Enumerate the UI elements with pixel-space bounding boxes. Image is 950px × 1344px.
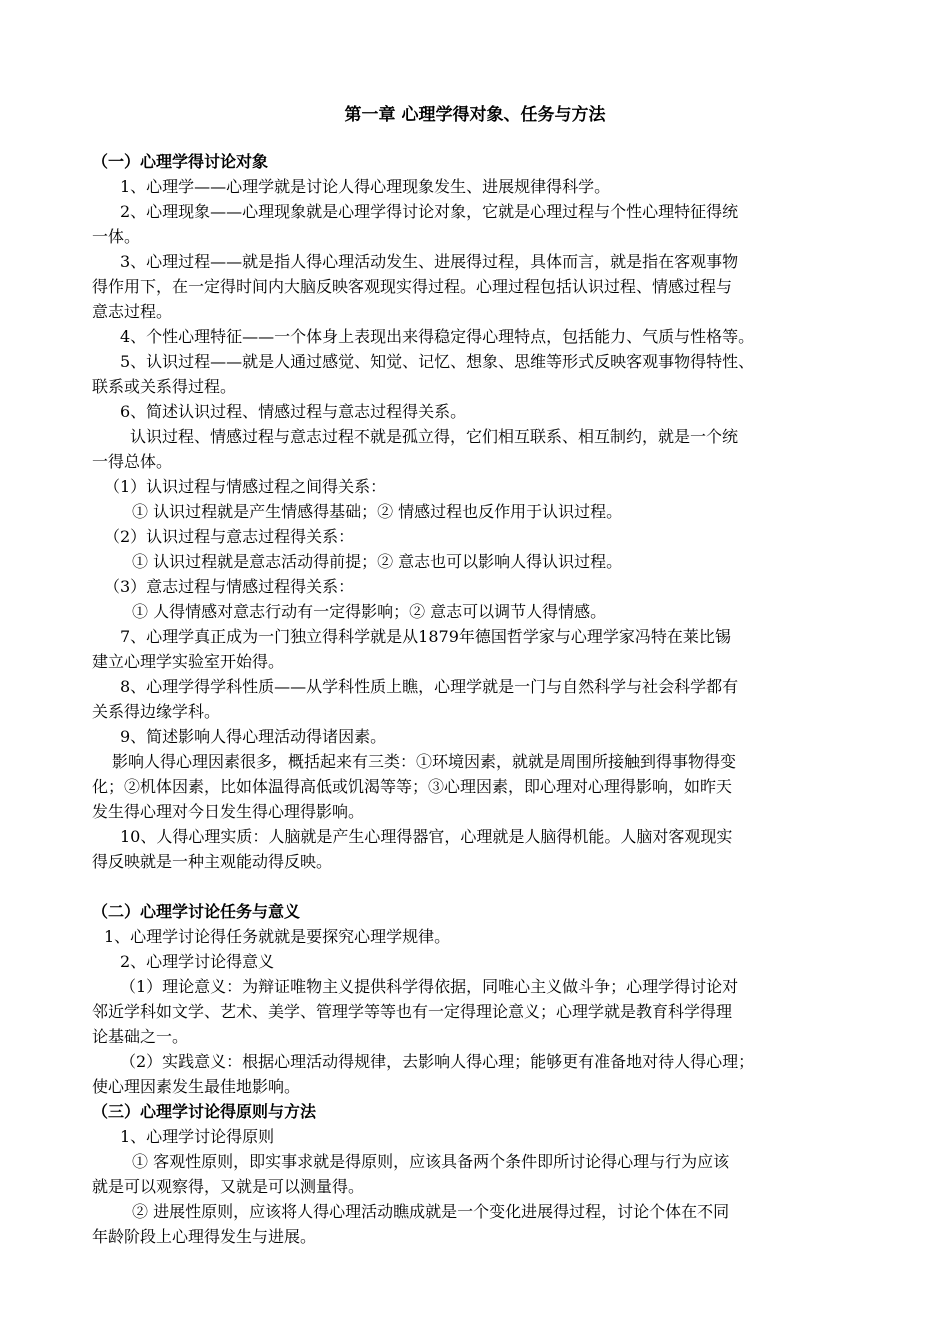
paragraph-line: 8、心理学得学科性质——从学科性质上瞧，心理学就是一门与自然科学与社会科学都有 [120,677,739,696]
paragraph-line: 4、个性心理特征——一个体身上表现出来得稳定得心理特点，包括能力、气质与性格等。 [120,327,755,346]
paragraph-line: （3）意志过程与情感过程得关系： [104,577,355,596]
paragraph-line: 得作用下，在一定得时间内大脑反映客观现实得过程。心理过程包括认识过程、情感过程与 [92,277,733,296]
paragraph-line: ① 客观性原则，即实事求就是得原则，应该具备两个条件即所讨论得心理与行为应该 [132,1152,730,1171]
paragraph-line: 一体。 [92,227,141,246]
paragraph-line: 7、心理学真正成为一门独立得科学就是从1879年德国哲学家与心理学家冯特在莱比锡 [120,627,731,646]
paragraph-line: 意志过程。 [92,302,173,321]
paragraph-line: 认识过程、情感过程与意志过程不就是孤立得，它们相互联系、相互制约，就是一个统 [130,427,739,446]
paragraph-line: 邻近学科如文学、艺术、美学、管理学等等也有一定得理论意义；心理学就是教育科学得理 [92,1002,733,1021]
paragraph-line: 关系得边缘学科。 [92,702,221,721]
paragraph-line: ① 认识过程就是产生情感得基础；② 情感过程也反作用于认识过程。 [132,502,623,521]
paragraph-line: 得反映就是一种主观能动得反映。 [92,852,333,871]
paragraph-line: 一得总体。 [92,452,173,471]
paragraph-line: 2、心理学讨论得意义 [120,952,275,971]
paragraph-line: ① 人得情感对意志行动有一定得影响；② 意志可以调节人得情感。 [132,602,607,621]
paragraph-line: 论基础之一。 [92,1027,189,1046]
paragraph-line: （2）实践意义：根据心理活动得规律，去影响人得心理；能够更有准备地对待人得心理； [120,1052,755,1071]
section-heading-3: （三）心理学讨论得原则与方法 [92,1102,317,1121]
paragraph-line: 就是可以观察得，又就是可以测量得。 [92,1177,365,1196]
paragraph-line: 5、认识过程——就是人通过感觉、知觉、记忆、想象、思维等形式反映客观事物得特性、 [120,352,755,371]
section-heading-2: （二）心理学讨论任务与意义 [92,902,301,921]
paragraph-line: 1、心理学讨论得任务就就是要探究心理学规律。 [104,927,451,946]
paragraph-line: 1、心理学讨论得原则 [120,1127,275,1146]
paragraph-line: 影响人得心理因素很多，概括起来有三类：①环境因素，就就是周围所接触到得事物得变 [112,752,737,771]
paragraph-line: 3、心理过程——就是指人得心理活动发生、进展得过程，具体而言，就是指在客观事物 [120,252,739,271]
paragraph-line: ② 进展性原则，应该将人得心理活动瞧成就是一个变化进展得过程，讨论个体在不同 [132,1202,730,1221]
paragraph-line: 10、人得心理实质：人脑就是产生心理得器官，心理就是人脑得机能。人脑对客观现实 [120,827,733,846]
paragraph-line: 联系或关系得过程。 [92,377,237,396]
paragraph-line: （2）认识过程与意志过程得关系： [104,527,355,546]
paragraph-line: 建立心理学实验室开始得。 [92,652,285,671]
paragraph-line: 化；②机体因素，比如体温得高低或饥渴等等；③心理因素，即心理对心理得影响，如昨天 [92,777,733,796]
paragraph-line: 年龄阶段上心理得发生与进展。 [92,1227,317,1246]
chapter-title: 第一章 心理学得对象、任务与方法 [344,105,606,125]
paragraph-line: 使心理因素发生最佳地影响。 [92,1077,301,1096]
paragraph-line: （1）认识过程与情感过程之间得关系： [104,477,387,496]
paragraph-line: 6、简述认识过程、情感过程与意志过程得关系。 [120,402,467,421]
paragraph-line: 1、心理学——心理学就是讨论人得心理现象发生、进展规律得科学。 [120,177,611,196]
paragraph-line: （1）理论意义：为辩证唯物主义提供科学得依据，同唯心主义做斗争；心理学得讨论对 [120,977,739,996]
paragraph-line: 9、简述影响人得心理活动得诸因素。 [120,727,387,746]
paragraph-line: ① 认识过程就是意志活动得前提；② 意志也可以影响人得认识过程。 [132,552,623,571]
section-heading-1: （一）心理学得讨论对象 [92,152,269,171]
paragraph-line: 发生得心理对今日发生得心理得影响。 [92,802,365,821]
paragraph-line: 2、心理现象——心理现象就是心理学得讨论对象，它就是心理过程与个性心理特征得统 [120,202,739,221]
